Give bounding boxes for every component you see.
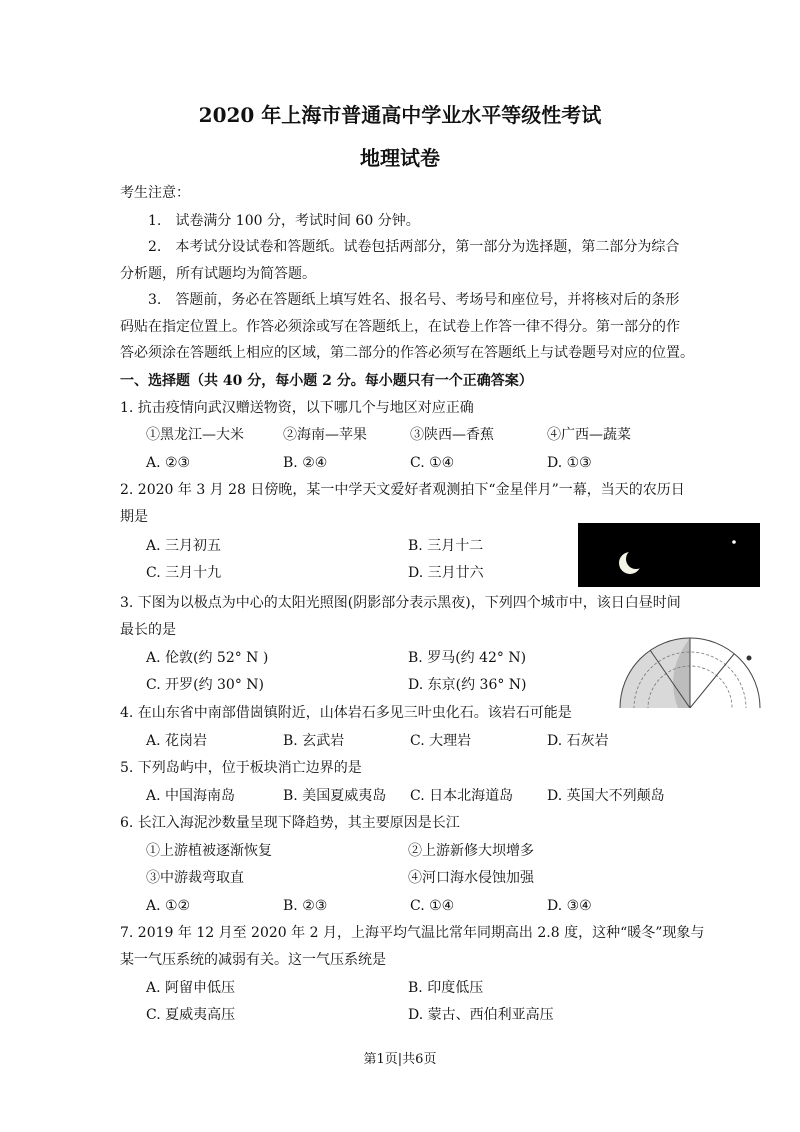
q6-option-d[interactable]: D. ③④: [547, 898, 592, 914]
notice-item-3-line-3: 答必须涂在答题纸上相应的区域，第二部分的作答必须写在答题纸上与试卷题号对应的位置。: [120, 345, 694, 361]
notice-item-3-line-1: 3. 答题前，务必在答题纸上填写姓名、报名号、考场号和座位号，并将核对后的条形: [148, 292, 680, 308]
q7-stem-line-1: 7. 2019 年 12 月至 2020 年 2 月，上海平均气温比常年同期高出 2.8 度，这种“暖冬”现象与: [120, 925, 705, 941]
q1-option-c[interactable]: C. ①④: [410, 455, 455, 471]
q5-stem: 5. 下列岛屿中，位于板块消亡边界的是: [120, 760, 362, 776]
notice-item-1: 1. 试卷满分 100 分，考试时间 60 分钟。: [148, 213, 420, 229]
q6-statement-4: ④河口海水侵蚀加强: [408, 870, 534, 886]
q3-option-c[interactable]: C. 开罗(约 30° N): [146, 677, 265, 693]
q6-option-c[interactable]: C. ①④: [410, 898, 455, 914]
notice-heading: 考生注意：: [120, 185, 190, 201]
q5-option-d[interactable]: D. 英国大不列颠岛: [547, 788, 665, 804]
notice-item-2-line-1: 2. 本考试分设试卷和答题纸。试卷包括两部分，第一部分为选择题，第二部分为综合: [148, 239, 680, 255]
crescent-moon-icon: [578, 523, 760, 587]
q3-stem-line-1: 3. 下图为以极点为中心的太阳光照图(阴影部分表示黑夜)，下列四个城市中，该日白昼时间: [120, 595, 681, 611]
q6-statement-2: ②上游新修大坝增多: [408, 843, 534, 859]
q3-option-b[interactable]: B. 罗马(约 42° N): [408, 650, 527, 666]
q6-statement-3: ③中游裁弯取直: [146, 870, 244, 886]
q7-option-c[interactable]: C. 夏威夷高压: [146, 1007, 236, 1023]
q1-statement-1: ①黑龙江—大米: [146, 427, 244, 443]
exam-subtitle: 地理试卷: [360, 146, 440, 170]
q5-option-a[interactable]: A. 中国海南岛: [146, 788, 236, 804]
notice-item-2-line-2: 分析题，所有试题均为简答题。: [120, 266, 316, 282]
page-number: 第1页|共6页: [363, 1052, 437, 1067]
q2-stem-line-1: 2. 2020 年 3 月 28 日傍晚，某一中学天文爱好者观测拍下“金星伴月”一幕，当天的农历日: [120, 482, 685, 498]
q4-option-c[interactable]: C. 大理岩: [410, 733, 472, 749]
q1-stem: 1. 抗击疫情向武汉赠送物资，以下哪几个与地区对应正确: [120, 400, 474, 416]
q6-option-b[interactable]: B. ②③: [283, 898, 328, 914]
q4-option-b[interactable]: B. 玄武岩: [283, 733, 345, 749]
q6-statement-1: ①上游植被逐渐恢复: [146, 843, 272, 859]
q6-option-a[interactable]: A. ①②: [146, 898, 191, 914]
q1-statement-2: ②海南—苹果: [283, 427, 367, 443]
q3-stem-line-2: 最长的是: [120, 622, 176, 638]
q1-statement-3: ③陕西—香蕉: [410, 427, 494, 443]
q4-stem: 4. 在山东省中南部借崮镇附近，山体岩石多见三叶虫化石。该岩石可能是: [120, 705, 572, 721]
q3-option-a[interactable]: A. 伦敦(约 52° N ): [146, 650, 269, 666]
q7-stem-line-2: 某一气压系统的减弱有关。这一气压系统是: [120, 952, 386, 968]
q7-option-a[interactable]: A. 阿留申低压: [146, 980, 236, 996]
notice-item-3-line-2: 码贴在指定位置上。作答必须涂或写在答题纸上，在试卷上作答一律不得分。第一部分的作: [120, 319, 680, 335]
venus-moon-photo: [578, 523, 760, 587]
q6-stem: 6. 长江入海泥沙数量呈现下降趋势，其主要原因是长江: [120, 815, 460, 831]
q7-option-b[interactable]: B. 印度低压: [408, 980, 484, 996]
q3-option-d[interactable]: D. 东京(约 36° N): [408, 677, 527, 693]
q1-option-d[interactable]: D. ①③: [547, 455, 592, 471]
exam-title: 2020 年上海市普通高中学业水平等级性考试: [198, 103, 602, 127]
q4-option-d[interactable]: D. 石灰岩: [547, 733, 609, 749]
polar-illumination-icon: [612, 636, 762, 708]
q7-option-d[interactable]: D. 蒙古、西伯利亚高压: [408, 1007, 554, 1023]
q2-option-b[interactable]: B. 三月十二: [408, 538, 484, 554]
q1-statement-4: ④广西—蔬菜: [547, 427, 631, 443]
q2-option-d[interactable]: D. 三月廿六: [408, 565, 484, 581]
q4-option-a[interactable]: A. 花岗岩: [146, 733, 208, 749]
q5-option-c[interactable]: C. 日本北海道岛: [410, 788, 514, 804]
sunlight-diagram: [612, 636, 762, 708]
q2-stem-line-2: 期是: [120, 509, 148, 525]
q1-option-b[interactable]: B. ②④: [283, 455, 328, 471]
section-1-heading: 一、选择题（共 40 分，每小题 2 分。每小题只有一个正确答案）: [120, 373, 533, 389]
q5-option-b[interactable]: B. 美国夏威夷岛: [283, 788, 387, 804]
q1-option-a[interactable]: A. ②③: [146, 455, 191, 471]
q2-option-c[interactable]: C. 三月十九: [146, 565, 222, 581]
q2-option-a[interactable]: A. 三月初五: [146, 538, 222, 554]
